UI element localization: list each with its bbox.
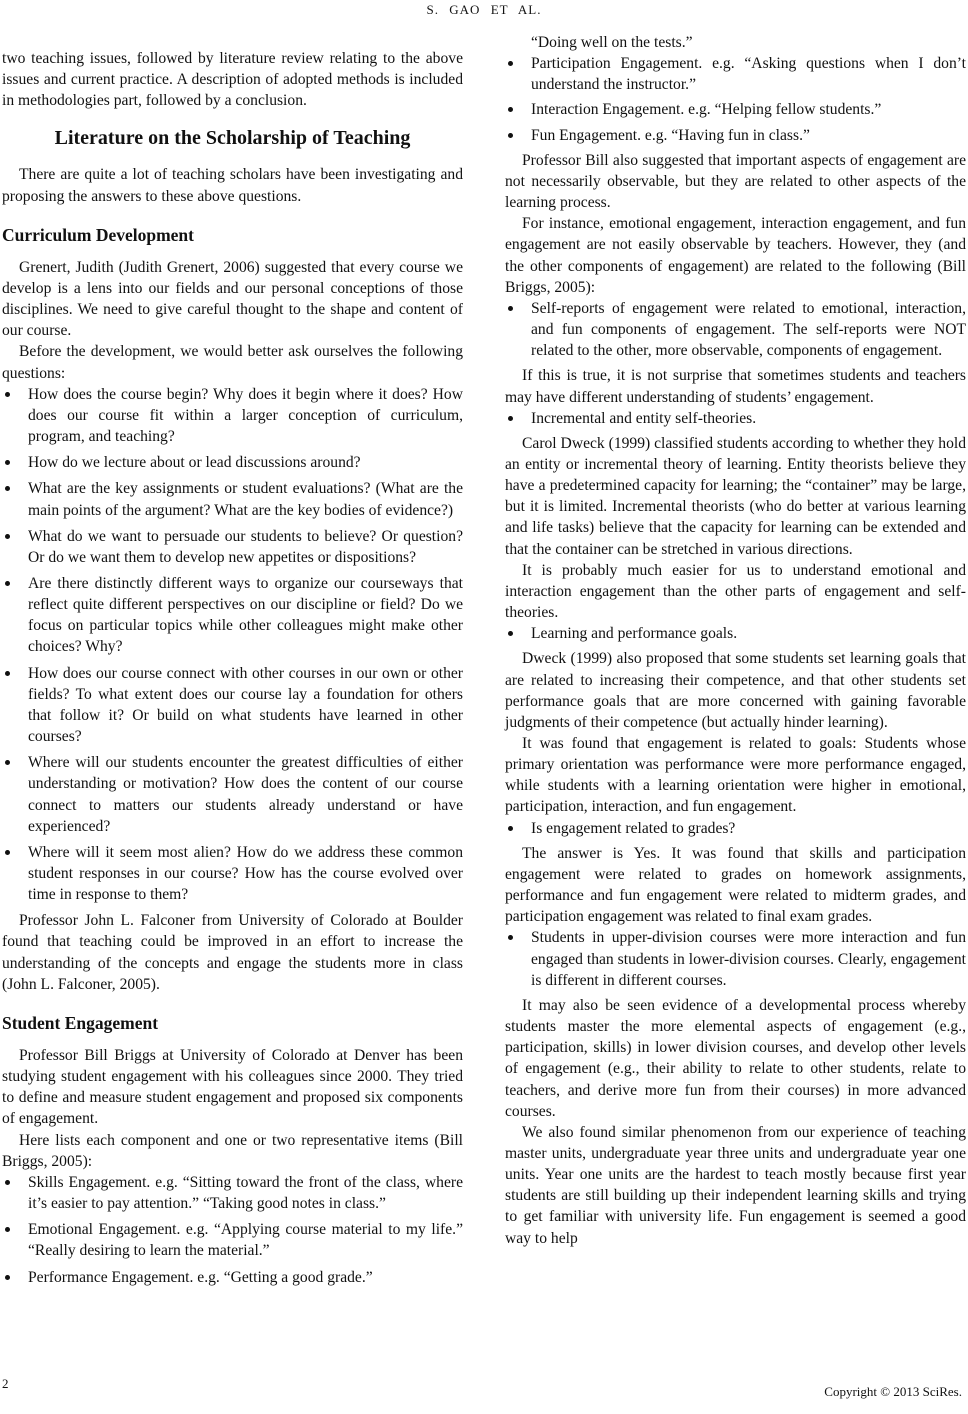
bullet-icon xyxy=(5,1180,10,1185)
left-column xyxy=(2,48,463,1293)
bullet-icon xyxy=(508,133,513,138)
paragraph: Grenert, Judith (Judith Grenert, 2006) suggested that every course we develop is a lens into our fields and our personal conceptions of those disciplines. We need to give careful thought to the shape and content of our course. xyxy=(2,258,463,340)
component-list xyxy=(2,1172,463,1288)
paragraph: Professor John L. Falconer from University of Colorado at Boulder found that teaching could be improved in an effort to increase the understanding of the concepts and engage the students more in class (John L. Falconer, 2005). xyxy=(2,912,463,993)
paragraph: Professor Bill also suggested that important aspects of engagement are not necessarily observable, but they are related to other aspects of the learning process. xyxy=(505,151,966,212)
paragraph: Professor Bill Briggs at University of Colorado at Denver has been studying student engagement with his colleagues since 2000. They tried to define and measure student engagement and proposed six components of engagement. xyxy=(2,1046,463,1128)
continued-line: “Doing well on the tests.” xyxy=(531,34,693,51)
subsection-heading-curriculum: Curriculum Development xyxy=(2,224,194,245)
list-item: How does our course connect with other courses in our own or other fields? To what extent does our course lay a foundation for others that follow it? Or build on what students have learned in other courses? xyxy=(2,663,463,748)
list-item: Where will it seem most alien? How do we address these common student responses in our course? How has the course evolved over time in response to them? xyxy=(2,842,463,905)
list-item: What do we want to persuade our students to believe? Or question? Or do we want them to develop new appetites or dispositions? xyxy=(2,526,463,568)
finding-list xyxy=(505,818,966,839)
paragraph: It is probably much easier for us to understand emotional and interaction engagement than the other parts of engagement and self-theories. xyxy=(505,561,966,622)
question-list xyxy=(2,384,463,906)
paragraph: The answer is Yes. It was found that skills and participation engagement were related to grades on homework assignments, performance and fun engagement were related to midterm grades, and participation engagement was related to final exam grades. xyxy=(505,844,966,926)
list-item: How do we lecture about or lead discussions around? xyxy=(2,452,463,473)
copyright-notice: Copyright © 2013 SciRes. xyxy=(824,1384,962,1399)
bullet-icon xyxy=(508,61,513,66)
paragraph: It was found that engagement is related to goals: Students whose primary orientation was performance were more performance engaged, while students with a learning orientation were higher in emotional, participation, interaction, and fun engagement. xyxy=(505,735,966,816)
paragraph: For instance, emotional engagement, interaction engagement, and fun engagement are not easily observable by teachers. However, they (and the other components of engagement) are related to the following (Bill Briggs, 2005): xyxy=(505,215,966,296)
bullet-icon xyxy=(5,1275,10,1280)
bullet-icon xyxy=(508,935,513,940)
list-item: Incremental and entity self-theories. xyxy=(505,408,966,429)
running-head: S. GAO ET AL. xyxy=(426,2,542,17)
finding-list xyxy=(505,408,966,429)
bullet-icon xyxy=(508,306,513,311)
bullet-icon xyxy=(508,107,513,112)
list-item: Skills Engagement. e.g. “Sitting toward the front of the class, where it’s easier to pay attention.” “Taking good notes in class.” xyxy=(2,1172,463,1214)
list-item: Students in upper-division courses were more interaction and fun engaged than students in lower-division courses. Clearly, engagement is different in different courses. xyxy=(505,927,966,990)
bullet-icon xyxy=(5,581,10,586)
list-item: Participation Engagement. e.g. “Asking questions when I don’t understand the instructor.” xyxy=(505,53,966,95)
paragraph: It may also be seen evidence of a developmental process whereby students master the more elemental aspects of engagement (e.g., participation, skills) in lower division courses, and develop other levels of engagement (e.g., their ability to relate to other students, relate to teachers, and derive more fun from their courses) in more advanced courses. xyxy=(505,996,966,1120)
component-list-continued xyxy=(505,53,966,146)
paragraph: Carol Dweck (1999) classified students according to whether they hold an entity or incremental theory of learning. Entity theorists believe they have a predetermined capacity for learning; the “container” may be large, but it is limited. Incremental theorists (who do better at various learning and life tasks) believe that the capacity for learning can be extended and that the container can be stretched in various directions. xyxy=(505,434,966,558)
bullet-icon xyxy=(5,392,10,397)
finding-list xyxy=(505,298,966,361)
bullet-icon xyxy=(5,460,10,465)
paragraph: Dweck (1999) also proposed that some students set learning goals that are related to increasing their competence, and that other students set performance goals that are more concerned with gaining favorable judgments of their competence (but actually hinder learning). xyxy=(505,650,966,731)
bullet-icon xyxy=(508,826,513,831)
bullet-icon xyxy=(508,631,513,636)
bullet-icon xyxy=(5,534,10,539)
subsection-heading-engagement: Student Engagement xyxy=(2,1012,159,1033)
list-item: How does the course begin? Why does it begin where it does? How does our course fit within a larger conception of curriculum, program, and teaching? xyxy=(2,384,463,447)
list-item: Is engagement related to grades? xyxy=(505,818,966,839)
list-item: Are there distinctly different ways to organize our courseways that reflect quite different perspectives on our discipline or field? Do we focus on particular topics while other colleagues might make other choices? Why? xyxy=(2,573,463,658)
paragraph: We also found similar phenomenon from our experience of teaching master units, undergraduate year three units and undergraduate year one units. Year one units are the hardest to teach mostly because first year students are still building up their independent learning skills and trying to get familiar with university life. Fun engagement is seemed a good way to help xyxy=(505,1123,966,1247)
section-heading: Literature on the Scholarship of Teaching xyxy=(54,127,411,150)
list-item: Learning and performance goals. xyxy=(505,623,966,644)
list-item: What are the key assignments or student evaluations? (What are the main points of the argument? What are the key bodies of evidence?) xyxy=(2,478,463,520)
list-item: Interaction Engagement. e.g. “Helping fellow students.” xyxy=(505,99,966,120)
finding-list xyxy=(505,623,966,644)
paragraph: If this is true, it is not surprise that sometimes students and teachers may have different understanding of students’ engagement. xyxy=(505,367,966,406)
list-item: Where will our students encounter the greatest difficulties of either understanding or motivation? How does the content of our course connect to matters our students already understand or have experienced? xyxy=(2,752,463,837)
bullet-icon xyxy=(5,850,10,855)
list-item: Performance Engagement. e.g. “Getting a good grade.” xyxy=(2,1267,463,1288)
list-item: Emotional Engagement. e.g. “Applying course material to my life.” “Really desiring to learn the material.” xyxy=(2,1219,463,1261)
list-item: Self-reports of engagement were related to emotional, interaction, and fun components of engagement. The self-reports were NOT related to the other, more observable, components of engagement. xyxy=(505,298,966,361)
bullet-icon xyxy=(5,486,10,491)
bullet-icon xyxy=(5,1227,10,1232)
intro-paragraph: two teaching issues, followed by literature review relating to the above issues and current practice. A description of adopted methods is included in methodologies part, followed by a conclusion. xyxy=(2,50,463,110)
bullet-icon xyxy=(5,671,10,676)
section-paragraph: There are quite a lot of teaching scholars have been investigating and proposing the answers to these above questions. xyxy=(2,166,463,205)
bullet-icon xyxy=(5,760,10,765)
finding-list xyxy=(505,927,966,990)
bullet-icon xyxy=(508,416,513,421)
paragraph: Before the development, we would better ask ourselves the following questions: xyxy=(2,343,463,382)
paragraph: Here lists each component and one or two representative items (Bill Briggs, 2005): xyxy=(2,1131,463,1170)
page-number: 2 xyxy=(2,1376,9,1391)
list-item: Fun Engagement. e.g. “Having fun in class.” xyxy=(505,125,966,146)
right-column xyxy=(505,32,966,1249)
